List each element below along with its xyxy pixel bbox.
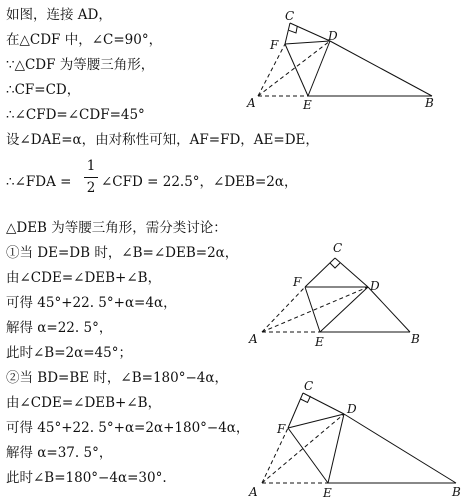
solution-line-6: 设∠DAE=α，由对称性可知，AF=FD，AE=DE， (6, 132, 319, 148)
fig2-label-C: C (333, 241, 343, 255)
fig1-label-D: D (328, 29, 338, 43)
fig1-label-F: F (270, 38, 279, 52)
fig3-label-E: E (323, 486, 332, 500)
fraction-numerator: 1 (86, 158, 96, 174)
solution-line-3: ∵△CDF 为等腰三角形， (6, 57, 155, 73)
fig3-label-D: D (347, 402, 357, 416)
solution-line-7-prefix: ∴∠FDA = (6, 174, 72, 190)
fig3-label-F: F (277, 422, 286, 436)
fig2-label-F: F (293, 275, 302, 289)
fig3-label-B: B (452, 485, 461, 499)
fig1-label-A: A (247, 96, 256, 110)
fraction-denominator: 2 (86, 180, 96, 196)
fig2-label-A: A (249, 332, 258, 346)
solution-line-5: ∴∠CFD=∠CDF=45° (6, 107, 145, 123)
fig1-label-B: B (425, 96, 434, 110)
solution-line-2: 在△CDF 中，∠C=90°， (6, 32, 163, 48)
solution-line-10: 由∠CDE=∠DEB+∠B， (6, 270, 162, 286)
solution-line-11: 可得 45°+22. 5°+α=4α， (6, 295, 177, 311)
solution-line-9: ①当 DE=DB 时，∠B=∠DEB=2α， (6, 245, 239, 261)
fig3-label-A: A (249, 485, 258, 499)
solution-line-16: 可得 45°+22. 5°+α=2α+180°−4α， (6, 420, 250, 436)
solution-line-7-suffix: ∠CFD = 22.5°，∠DEB=2α， (101, 174, 298, 190)
fig2-label-B: B (411, 332, 420, 346)
solution-line-18: 此时∠B=180°−4α=30°. (6, 470, 167, 486)
fig2-label-D: D (370, 279, 380, 293)
solution-line-12: 解得 α=22. 5°， (6, 320, 113, 336)
solution-line-15: 由∠CDE=∠DEB+∠B， (6, 395, 162, 411)
fig1-label-E: E (303, 98, 312, 112)
fig2-label-E: E (315, 335, 324, 349)
solution-line-17: 解得 α=37. 5°， (6, 445, 113, 461)
solution-line-14: ②当 BD=BE 时，∠B=180°−4α， (6, 370, 228, 386)
solution-line-8: △DEB 为等腰三角形，需分类讨论： (6, 220, 227, 236)
fig3-label-C: C (304, 379, 314, 393)
solution-line-4: ∴CF=CD， (6, 82, 81, 98)
fig1-label-C: C (285, 9, 295, 23)
solution-line-1: 如图，连接 AD， (6, 7, 112, 23)
solution-line-13: 此时∠B=2α=45°； (6, 345, 132, 361)
